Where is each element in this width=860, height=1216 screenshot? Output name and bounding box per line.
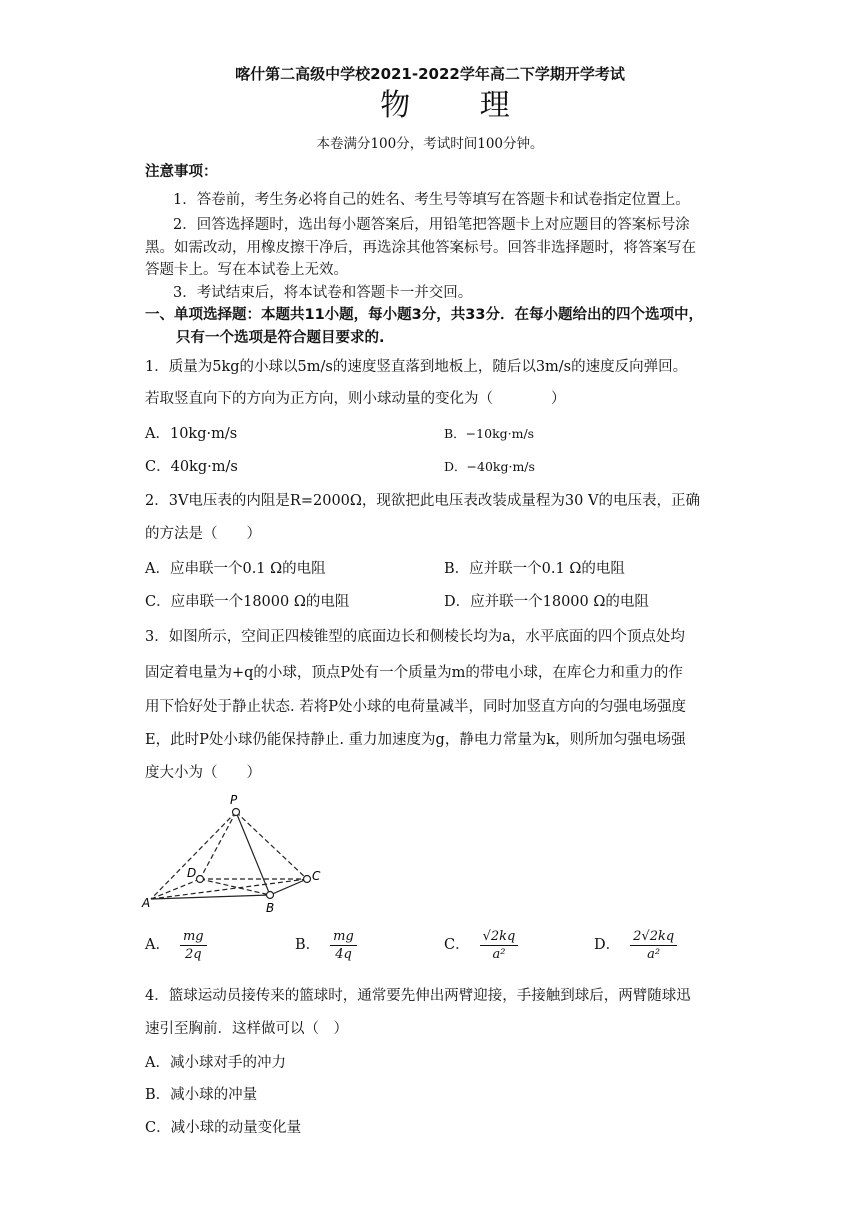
q3-option-b: [295, 927, 357, 963]
notice-title: 注意事项：: [145, 164, 218, 180]
q4-stem-line-1: 4．篮球运动员接传来的篮球时，通常要先伸出两臂迎接，手接触到球后，两臂随球迅: [145, 988, 691, 1004]
charge-d: [197, 876, 204, 883]
q3-option-d-numerator: 2√2kq: [630, 929, 677, 946]
q4-option-c: C．减小球的动量变化量: [145, 1120, 302, 1136]
q2-option-c: C．应串联一个18000 Ω的电阻: [145, 594, 350, 610]
pyramid-figure: [140, 790, 340, 915]
notice-item-2-line-1: 2．回答选择题时，选出每小题答案后，用铅笔把答题卡上对应题目的答案标号涂: [173, 217, 690, 233]
q3-option-c-denominator: a²: [492, 946, 506, 962]
edge-p-a: [151, 812, 236, 899]
q3-option-d-fraction: [630, 929, 677, 962]
edge-p-d: [200, 812, 236, 879]
q3-stem-line-5: 度大小为（ ）: [145, 765, 261, 781]
q3-stem-line-3: 用下恰好处于静止状态. 若将P处小球的电荷量减半，同时加竖直方向的匀强电场强度: [145, 699, 686, 715]
edge-p-c: [236, 812, 307, 879]
q4-option-b: B．减小球的冲量: [145, 1087, 258, 1103]
subject-title: 物 理: [380, 88, 540, 123]
q1-option-d: D．−40kg·m/s: [444, 459, 535, 474]
q3-stem-line-2: 固定着电量为+q的小球，顶点P处有一个质量为m的带电小球，在库仑力和重力的作: [145, 665, 683, 681]
charge-c: [304, 876, 311, 883]
q3-option-a-fraction: [180, 929, 207, 962]
q3-option-c-label: C．: [444, 937, 470, 953]
q3-stem-line-4: E，此时P处小球仍能保持静止. 重力加速度为g，静电力常量为k，则所加匀强电场强: [145, 732, 686, 748]
q3-stem-line-1: 3．如图所示，空间正四棱锥型的底面边长和侧棱长均为a，水平底面的四个顶点处均: [145, 629, 685, 645]
exam-info: 本卷满分100分，考试时间100分钟。: [316, 136, 544, 152]
label-p: P: [230, 793, 238, 807]
q3-option-a-numerator: mg: [180, 929, 207, 946]
school-title: 喀什第二高级中学校2021-2022学年高二下学期开学考试: [235, 65, 625, 83]
label-b: B: [266, 901, 275, 915]
label-a: A: [142, 896, 151, 910]
q4-option-a: A．减小球对手的冲力: [145, 1055, 286, 1071]
notice-item-2-line-2: 黑。如需改动，用橡皮擦干净后，再选涂其他答案标号。回答非选择题时，将答案写在: [145, 240, 696, 256]
q1-stem-line-1: 1．质量为5kg的小球以5m/s的速度竖直落到地板上，随后以3m/s的速度反向弹回。: [145, 359, 688, 375]
section-heading-line-2: 只有一个选项是符合题目要求的.: [176, 330, 385, 346]
q2-stem-line-2: 的方法是（ ）: [145, 526, 261, 542]
q1-option-b: B．−10kg·m/s: [444, 426, 535, 441]
notice-item-2-line-3: 答题卡上。写在本试卷上无效。: [145, 262, 348, 278]
q2-option-a: A．应串联一个0.1 Ω的电阻: [145, 561, 326, 577]
notice-item-3: 3．考试结束后，将本试卷和答题卡一并交回。: [173, 285, 473, 301]
q3-option-d-denominator: a²: [647, 946, 661, 962]
q4-stem-line-2: 速引至胸前．这样做可以（ ）: [145, 1021, 348, 1037]
q1-stem-line-2: 若取竖直向下的方向为正方向，则小球动量的变化为（ ）: [145, 391, 566, 407]
q2-stem-line-1: 2．3V电压表的内阻是R=2000Ω，现欲把此电压表改装成量程为30 V的电压表，正确: [145, 493, 700, 509]
q2-option-d: D．应并联一个18000 Ω的电阻: [444, 594, 649, 610]
label-c: C: [312, 869, 321, 883]
q1-option-c: C．40kg·m/s: [145, 459, 238, 475]
q3-option-a: [145, 927, 207, 963]
charge-p: [233, 809, 240, 816]
q3-option-d-label: D．: [594, 937, 621, 953]
q3-option-d: [594, 927, 677, 963]
q3-option-b-label: B．: [295, 937, 321, 953]
q3-option-c-numerator: √2kq: [480, 929, 519, 946]
q3-option-b-denominator: 4q: [335, 946, 352, 962]
q3-option-a-denominator: 2q: [185, 946, 202, 962]
q1-option-a: A．10kg·m/s: [145, 426, 238, 442]
q3-option-c-fraction: [480, 929, 519, 962]
edge-d-b: [200, 879, 270, 895]
q2-option-b: B．应并联一个0.1 Ω的电阻: [444, 561, 625, 577]
notice-item-1: 1．答卷前，考生务必将自己的姓名、考生号等填写在答题卡和试卷指定位置上。: [173, 192, 690, 208]
charge-b: [267, 892, 274, 899]
q3-option-c: [444, 927, 518, 963]
edge-p-b: [236, 812, 270, 895]
label-d: D: [187, 866, 197, 880]
section-heading-line-1: 一、单项选择题：本题共11小题，每小题3分，共33分．在每小题给出的四个选项中，: [145, 307, 703, 323]
q3-option-b-numerator: mg: [330, 929, 357, 946]
q3-option-b-fraction: [330, 929, 357, 962]
q3-option-a-label: A．: [145, 937, 170, 953]
